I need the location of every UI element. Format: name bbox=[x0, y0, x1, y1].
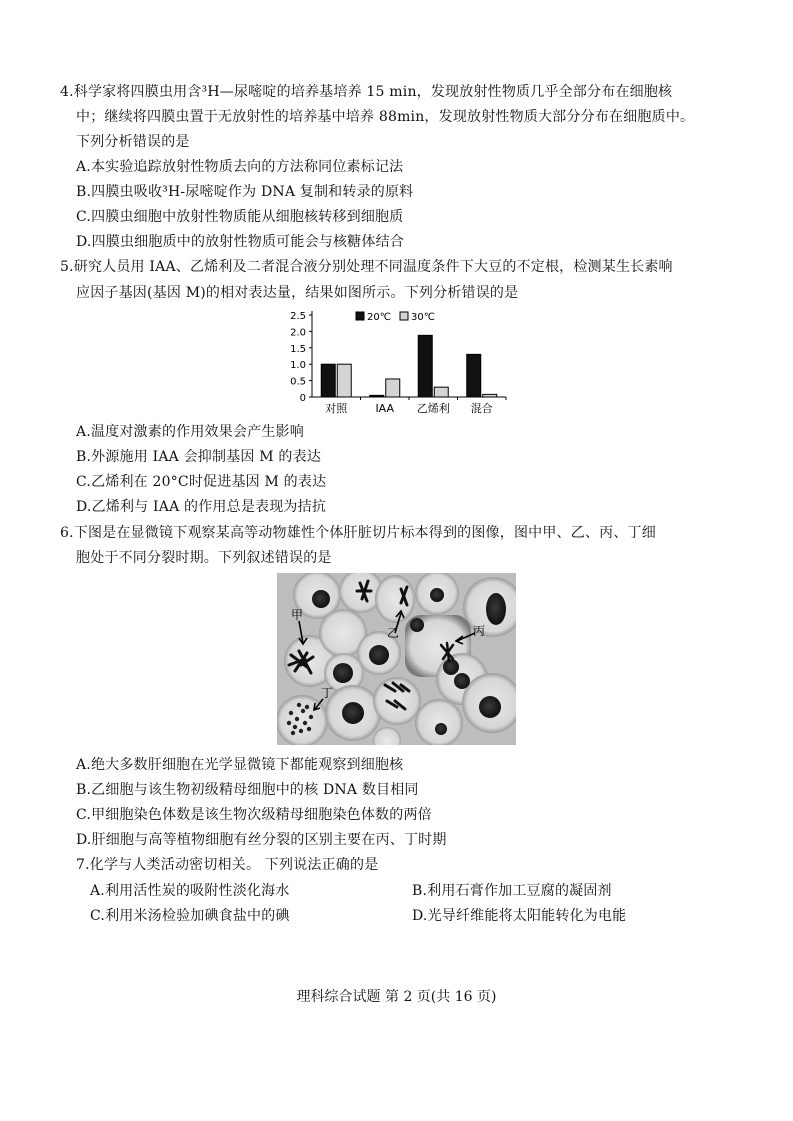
bar-series2 bbox=[483, 394, 497, 397]
legend-label: 20℃ bbox=[367, 312, 391, 323]
micrograph-liver-cells bbox=[277, 573, 516, 745]
q7-option-b: B.利用石膏作加工豆腐的凝固剂 bbox=[412, 883, 612, 899]
q7-option-a: A.利用活性炭的吸附性淡化海水 bbox=[90, 883, 290, 899]
q5-option-a: A.温度对激素的作用效果会产生影响 bbox=[76, 424, 304, 440]
bar-series2 bbox=[386, 379, 400, 397]
x-category-label: 对照 bbox=[325, 402, 348, 415]
y-tick-label: 0 bbox=[299, 393, 306, 404]
q5-option-b: B.外源施用 IAA 会抑制基因 M 的表达 bbox=[76, 449, 322, 465]
legend-label: 30℃ bbox=[411, 312, 435, 323]
x-category-label: 乙烯利 bbox=[416, 402, 450, 415]
x-category-label: 混合 bbox=[470, 402, 493, 415]
q4-option-a: A.本实验追踪放射性物质去向的方法称同位素标记法 bbox=[76, 159, 404, 175]
y-tick-label: 0.5 bbox=[290, 376, 306, 388]
bar-series2 bbox=[337, 364, 351, 397]
bar-series1 bbox=[418, 335, 432, 397]
q5-option-c: C.乙烯利在 20°C时促进基因 M 的表达 bbox=[76, 474, 327, 490]
bar-series1 bbox=[321, 364, 335, 397]
q7-stem: 7.化学与人类活动密切相关。 下列说法正确的是 bbox=[76, 857, 379, 873]
y-tick-label: 2.0 bbox=[290, 327, 306, 339]
q6-stem-line1: 6.下图是在显微镜下观察某高等动物雄性个体肝脏切片标本得到的图像，图中甲、乙、丙、丁细 bbox=[60, 525, 656, 541]
gene-m-expression-chart bbox=[272, 305, 512, 417]
bar-series1 bbox=[370, 395, 384, 397]
x-category-label: IAA bbox=[375, 402, 395, 415]
q5-stem-line1: 5.研究人员用 IAA、乙烯利及二者混合液分别处理不同温度条件下大豆的不定根，检测某生长素响 bbox=[60, 259, 673, 275]
label-jia: 甲 bbox=[291, 608, 304, 622]
q4-stem-line1: 4.科学家将四膜虫用含³H—尿嘧啶的培养基培养 15 min，发现放射性物质几乎全部分布在细胞核 bbox=[60, 84, 673, 100]
q4-option-c: C.四膜虫细胞中放射性物质能从细胞核转移到细胞质 bbox=[76, 209, 404, 225]
bar-series1 bbox=[467, 354, 481, 397]
y-tick-label: 1.0 bbox=[290, 360, 306, 372]
bar-series2 bbox=[434, 387, 448, 397]
q6-option-b: B.乙细胞与该生物初级精母细胞中的核 DNA 数目相同 bbox=[76, 782, 419, 798]
label-yi: 乙 bbox=[387, 626, 400, 640]
q7-option-d: D.光导纤维能将太阳能转化为电能 bbox=[412, 908, 627, 924]
q5-stem-line2: 应因子基因(基因 M)的相对表达量，结果如图所示。下列分析错误的是 bbox=[76, 285, 519, 301]
q6-option-a: A.绝大多数肝细胞在光学显微镜下都能观察到细胞核 bbox=[76, 757, 404, 773]
page-footer: 理科综合试题 第 2 页(共 16 页) bbox=[296, 989, 497, 1005]
q6-option-c: C.甲细胞染色体数是该生物次级精母细胞染色体数的两倍 bbox=[76, 807, 432, 823]
y-tick-label: 2.5 bbox=[290, 311, 306, 322]
q7-option-c: C.利用米汤检验加碘食盐中的碘 bbox=[90, 908, 290, 924]
legend-swatch bbox=[356, 312, 364, 320]
q4-stem-line3: 下列分析错误的是 bbox=[76, 134, 190, 150]
q6-option-d: D.肝细胞与高等植物细胞有丝分裂的区别主要在丙、丁时期 bbox=[76, 832, 447, 848]
q4-stem-line2: 中；继续将四膜虫置于无放射性的培养基中培养 88min，发现放射性物质大部分分布在细胞质中。 bbox=[76, 109, 695, 125]
q4-option-d: D.四膜虫细胞质中的放射性物质可能会与核糖体结合 bbox=[76, 234, 404, 250]
q5-option-d: D.乙烯利与 IAA 的作用总是表现为拮抗 bbox=[76, 499, 327, 515]
q6-stem-line2: 胞处于不同分裂时期。下列叙述错误的是 bbox=[76, 550, 332, 566]
legend-swatch bbox=[400, 312, 408, 320]
label-ding: 丁 bbox=[321, 686, 334, 700]
q4-option-b: B.四膜虫吸收³H-尿嘧啶作为 DNA 复制和转录的原料 bbox=[76, 184, 414, 200]
label-bing: 丙 bbox=[473, 624, 486, 638]
y-tick-label: 1.5 bbox=[290, 343, 306, 355]
